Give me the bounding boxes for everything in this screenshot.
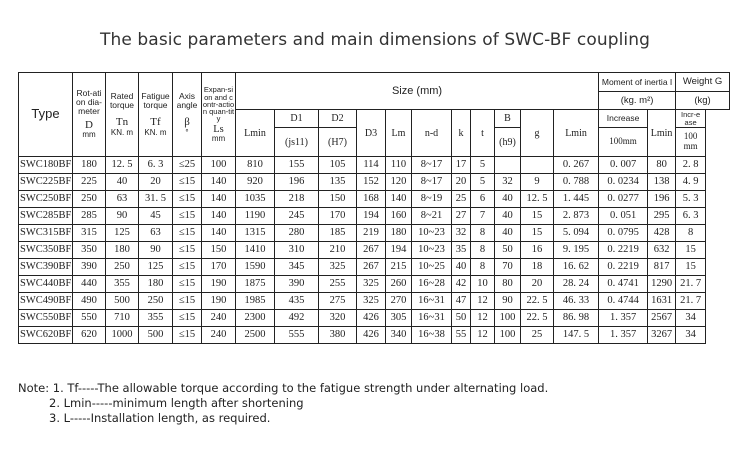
cell-b: 70 [495, 259, 521, 276]
cell-type: SWC490BF [19, 293, 73, 310]
cell-gl: 817 [648, 259, 676, 276]
header-d1: D1 [275, 110, 319, 128]
header-moment-unit: (kg. m²) [599, 92, 676, 110]
cell-k: 40 [452, 259, 471, 276]
cell-il: 0. 788 [554, 174, 599, 191]
cell-d1: 390 [275, 276, 319, 293]
header-expansion [202, 73, 236, 157]
cell-tf: 180 [139, 276, 173, 293]
cell-il: 147. 5 [554, 327, 599, 344]
note-2: 2. Lmin-----minimum length after shortening [49, 396, 304, 410]
cell-beta: ≤15 [173, 259, 202, 276]
cell-t: 12 [471, 310, 495, 327]
cell-lmin: 1590 [236, 259, 275, 276]
cell-g [521, 157, 554, 174]
cell-d2: 320 [319, 310, 357, 327]
cell-gi: 15 [676, 242, 706, 259]
cell-ls: 140 [202, 225, 236, 242]
table-row [19, 259, 730, 276]
cell-lm: 140 [386, 191, 412, 208]
cell-d2: 185 [319, 225, 357, 242]
cell-t: 8 [471, 242, 495, 259]
cell-gl: 632 [648, 242, 676, 259]
cell-d3: 168 [357, 191, 386, 208]
header-fatigue-symbol: Tf [150, 116, 161, 129]
cell-type: SWC390BF [19, 259, 73, 276]
cell-tf: 500 [139, 327, 173, 344]
header-rated-torque [106, 73, 139, 157]
header-moment-increase: Increase [599, 110, 648, 128]
table-row [19, 310, 730, 327]
cell-gl: 196 [648, 191, 676, 208]
cell-t: 10 [471, 276, 495, 293]
cell-g: 16 [521, 242, 554, 259]
cell-beta: ≤15 [173, 191, 202, 208]
cell-ii: 0. 0234 [599, 174, 648, 191]
cell-t: 5 [471, 174, 495, 191]
note-1: Note: 1. Tf-----The allowable torque according to the fatigue strength under alternating load. [18, 381, 549, 395]
cell-t: 8 [471, 259, 495, 276]
cell-b: 40 [495, 225, 521, 242]
cell-gl: 1290 [648, 276, 676, 293]
cell-d: 550 [73, 310, 106, 327]
cell-g: 20 [521, 276, 554, 293]
cell-d3: 152 [357, 174, 386, 191]
cell-gi: 6. 3 [676, 208, 706, 225]
header-weight-increase-label: Incr-ease [680, 110, 701, 127]
table-row [19, 174, 730, 191]
cell-ls: 150 [202, 242, 236, 259]
cell-lmin: 1315 [236, 225, 275, 242]
cell-d2: 105 [319, 157, 357, 174]
cell-tf: 90 [139, 242, 173, 259]
cell-k: 47 [452, 293, 471, 310]
cell-tf: 31. 5 [139, 191, 173, 208]
cell-tn: 125 [106, 225, 139, 242]
header-expansion-label: Expan-sion and contr-action quan-tity [202, 85, 235, 123]
cell-b: 32 [495, 174, 521, 191]
cell-d: 285 [73, 208, 106, 225]
cell-nd: 16~28 [412, 276, 452, 293]
cell-gl: 138 [648, 174, 676, 191]
cell-tn: 180 [106, 242, 139, 259]
cell-nd: 10~23 [412, 242, 452, 259]
cell-ii: 0. 007 [599, 157, 648, 174]
cell-gi: 15 [676, 259, 706, 276]
table-row [19, 327, 730, 344]
table-body [19, 157, 730, 344]
cell-gi: 5. 3 [676, 191, 706, 208]
parameters-table [18, 72, 730, 344]
cell-d1: 280 [275, 225, 319, 242]
cell-beta: ≤15 [173, 242, 202, 259]
cell-ls: 140 [202, 191, 236, 208]
cell-d: 350 [73, 242, 106, 259]
cell-gl: 3267 [648, 327, 676, 344]
cell-tf: 63 [139, 225, 173, 242]
notes [18, 381, 548, 426]
cell-d2: 210 [319, 242, 357, 259]
cell-d1: 218 [275, 191, 319, 208]
cell-type: SWC250BF [19, 191, 73, 208]
header-axis-unit: ° [185, 128, 189, 137]
cell-gl: 295 [648, 208, 676, 225]
cell-k: 25 [452, 191, 471, 208]
header-axis-angle [173, 73, 202, 157]
cell-lmin: 1875 [236, 276, 275, 293]
cell-d: 315 [73, 225, 106, 242]
cell-d2: 275 [319, 293, 357, 310]
cell-lmin: 810 [236, 157, 275, 174]
cell-d: 390 [73, 259, 106, 276]
cell-ii: 0. 2219 [599, 259, 648, 276]
cell-k: 35 [452, 242, 471, 259]
cell-lmin: 2300 [236, 310, 275, 327]
cell-d1: 310 [275, 242, 319, 259]
cell-b: 100 [495, 327, 521, 344]
cell-t: 7 [471, 208, 495, 225]
table-row [19, 293, 730, 310]
cell-gl: 1631 [648, 293, 676, 310]
cell-type: SWC550BF [19, 310, 73, 327]
cell-lmin: 1190 [236, 208, 275, 225]
header-lm: Lm [386, 110, 412, 157]
cell-ii: 0. 4741 [599, 276, 648, 293]
header-expansion-unit: mm [211, 134, 226, 143]
cell-t: 12 [471, 293, 495, 310]
cell-d1: 492 [275, 310, 319, 327]
cell-tn: 12. 5 [106, 157, 139, 174]
cell-g: 22. 5 [521, 310, 554, 327]
cell-lm: 194 [386, 242, 412, 259]
cell-nd: 16~31 [412, 293, 452, 310]
cell-gi: 4. 9 [676, 174, 706, 191]
cell-gi: 8 [676, 225, 706, 242]
header-moment-lmin: Lmin [554, 110, 599, 157]
cell-d: 180 [73, 157, 106, 174]
cell-k: 17 [452, 157, 471, 174]
cell-beta: ≤15 [173, 208, 202, 225]
cell-nd: 10~25 [412, 259, 452, 276]
cell-d1: 345 [275, 259, 319, 276]
header-b: B [495, 110, 521, 128]
cell-tn: 710 [106, 310, 139, 327]
cell-tn: 90 [106, 208, 139, 225]
page-title: The basic parameters and main dimensions of SWC-BF coupling [99, 30, 651, 50]
cell-tn: 250 [106, 259, 139, 276]
cell-tn: 40 [106, 174, 139, 191]
header-weight-unit: (kg) [676, 92, 730, 110]
cell-nd: 10~23 [412, 225, 452, 242]
cell-type: SWC225BF [19, 174, 73, 191]
cell-tn: 63 [106, 191, 139, 208]
cell-g: 12. 5 [521, 191, 554, 208]
cell-tf: 6. 3 [139, 157, 173, 174]
cell-d3: 219 [357, 225, 386, 242]
header-weight: Weight G [676, 73, 730, 92]
cell-k: 50 [452, 310, 471, 327]
cell-ii: 0. 0277 [599, 191, 648, 208]
cell-ls: 140 [202, 174, 236, 191]
cell-b [495, 157, 521, 174]
cell-t: 8 [471, 225, 495, 242]
cell-gi: 34 [676, 327, 706, 344]
cell-beta: ≤15 [173, 310, 202, 327]
header-d2: D2 [319, 110, 357, 128]
cell-tf: 355 [139, 310, 173, 327]
header-rated-symbol: Tn [115, 116, 129, 129]
cell-lmin: 1035 [236, 191, 275, 208]
cell-t: 6 [471, 191, 495, 208]
cell-g: 25 [521, 327, 554, 344]
cell-lm: 160 [386, 208, 412, 225]
cell-ii: 0. 051 [599, 208, 648, 225]
header-d2-fit: (H7) [319, 128, 357, 157]
cell-beta: ≤15 [173, 174, 202, 191]
cell-tf: 250 [139, 293, 173, 310]
cell-beta: ≤15 [173, 293, 202, 310]
cell-tn: 500 [106, 293, 139, 310]
cell-il: 9. 195 [554, 242, 599, 259]
cell-type: SWC285BF [19, 208, 73, 225]
cell-d2: 325 [319, 259, 357, 276]
cell-d: 620 [73, 327, 106, 344]
cell-d3: 426 [357, 327, 386, 344]
cell-nd: 8~19 [412, 191, 452, 208]
cell-ls: 190 [202, 293, 236, 310]
header-nd: n-d [412, 110, 452, 157]
cell-g: 15 [521, 208, 554, 225]
cell-d2: 170 [319, 208, 357, 225]
cell-d: 440 [73, 276, 106, 293]
cell-il: 28. 24 [554, 276, 599, 293]
cell-il: 16. 62 [554, 259, 599, 276]
cell-ls: 140 [202, 208, 236, 225]
cell-il: 46. 33 [554, 293, 599, 310]
cell-d: 225 [73, 174, 106, 191]
cell-type: SWC180BF [19, 157, 73, 174]
header-lmin: Lmin [236, 110, 275, 157]
header-rotation-diameter [73, 73, 106, 157]
cell-nd: 8~21 [412, 208, 452, 225]
cell-d1: 245 [275, 208, 319, 225]
cell-gl: 2567 [648, 310, 676, 327]
cell-lm: 180 [386, 225, 412, 242]
cell-d3: 325 [357, 293, 386, 310]
table-row [19, 191, 730, 208]
cell-ls: 240 [202, 310, 236, 327]
cell-nd: 16~31 [412, 310, 452, 327]
header-d1-fit: (js11) [275, 128, 319, 157]
cell-tn: 1000 [106, 327, 139, 344]
cell-b: 40 [495, 208, 521, 225]
cell-tf: 20 [139, 174, 173, 191]
cell-d3: 194 [357, 208, 386, 225]
header-weight-lmin: Lmin [648, 110, 676, 157]
cell-d1: 555 [275, 327, 319, 344]
cell-ii: 0. 2219 [599, 242, 648, 259]
header-axis-label: Axis angle [176, 90, 198, 110]
table-row [19, 208, 730, 225]
cell-t: 12 [471, 327, 495, 344]
cell-d: 490 [73, 293, 106, 310]
cell-g: 15 [521, 225, 554, 242]
table-row [19, 242, 730, 259]
header-weight-increase-unit: 100 mm [676, 128, 706, 157]
cell-il: 2. 873 [554, 208, 599, 225]
cell-ii: 0. 0795 [599, 225, 648, 242]
cell-k: 42 [452, 276, 471, 293]
cell-b: 40 [495, 191, 521, 208]
cell-ls: 170 [202, 259, 236, 276]
cell-lmin: 1410 [236, 242, 275, 259]
cell-type: SWC620BF [19, 327, 73, 344]
cell-tf: 125 [139, 259, 173, 276]
header-weight-increase [676, 110, 706, 128]
cell-tn: 355 [106, 276, 139, 293]
cell-nd: 8~17 [412, 174, 452, 191]
cell-g: 9 [521, 174, 554, 191]
header-type: Type [19, 73, 73, 157]
header-fatigue-label: Fatigue torque [141, 90, 170, 110]
header-t: t [471, 110, 495, 157]
cell-il: 5. 094 [554, 225, 599, 242]
header-rated-label: Rated torque [109, 90, 135, 110]
cell-d3: 426 [357, 310, 386, 327]
cell-beta: ≤25 [173, 157, 202, 174]
cell-gi: 2. 8 [676, 157, 706, 174]
cell-tf: 45 [139, 208, 173, 225]
header-expansion-symbol: Ls [213, 124, 224, 136]
cell-lm: 215 [386, 259, 412, 276]
header-rotation-unit: mm [82, 130, 96, 140]
table-row [19, 157, 730, 174]
cell-beta: ≤15 [173, 276, 202, 293]
cell-lm: 120 [386, 174, 412, 191]
cell-d1: 196 [275, 174, 319, 191]
header-fatigue-unit: KN. m [144, 128, 167, 137]
cell-b: 100 [495, 310, 521, 327]
cell-d: 250 [73, 191, 106, 208]
cell-k: 20 [452, 174, 471, 191]
cell-ii: 0. 4744 [599, 293, 648, 310]
cell-d1: 435 [275, 293, 319, 310]
header-g: g [521, 110, 554, 157]
table-row [19, 276, 730, 293]
cell-d2: 150 [319, 191, 357, 208]
cell-d3: 267 [357, 242, 386, 259]
cell-d2: 135 [319, 174, 357, 191]
cell-lmin: 2500 [236, 327, 275, 344]
header-k: k [452, 110, 471, 157]
cell-ls: 240 [202, 327, 236, 344]
cell-gl: 428 [648, 225, 676, 242]
cell-d1: 155 [275, 157, 319, 174]
cell-gi: 21. 7 [676, 276, 706, 293]
header-rated-unit: KN. m [110, 128, 134, 137]
header-size: Size (mm) [236, 73, 599, 110]
cell-gl: 80 [648, 157, 676, 174]
cell-type: SWC315BF [19, 225, 73, 242]
cell-ii: 1. 357 [599, 310, 648, 327]
cell-lm: 270 [386, 293, 412, 310]
cell-il: 1. 445 [554, 191, 599, 208]
cell-lm: 340 [386, 327, 412, 344]
cell-nd: 16~38 [412, 327, 452, 344]
note-3: 3. L-----Installation length, as required. [49, 411, 271, 425]
cell-d3: 325 [357, 276, 386, 293]
cell-b: 80 [495, 276, 521, 293]
cell-b: 50 [495, 242, 521, 259]
cell-k: 55 [452, 327, 471, 344]
cell-lmin: 920 [236, 174, 275, 191]
header-fatigue-torque [139, 73, 173, 157]
header-rotation-diameter-label: Rot-ation dia-meter [76, 88, 102, 116]
table-row [19, 225, 730, 242]
cell-type: SWC440BF [19, 276, 73, 293]
cell-ii: 1. 357 [599, 327, 648, 344]
cell-il: 86. 98 [554, 310, 599, 327]
cell-beta: ≤15 [173, 327, 202, 344]
cell-k: 27 [452, 208, 471, 225]
header-rotation-symbol: D [85, 118, 93, 131]
cell-t: 5 [471, 157, 495, 174]
cell-ls: 190 [202, 276, 236, 293]
cell-lm: 110 [386, 157, 412, 174]
cell-lm: 305 [386, 310, 412, 327]
cell-il: 0. 267 [554, 157, 599, 174]
cell-g: 22. 5 [521, 293, 554, 310]
header-axis-symbol: β [184, 116, 190, 129]
header-d3: D3 [357, 110, 386, 157]
cell-d2: 255 [319, 276, 357, 293]
cell-gi: 21. 7 [676, 293, 706, 310]
cell-gi: 34 [676, 310, 706, 327]
cell-g: 18 [521, 259, 554, 276]
cell-d2: 380 [319, 327, 357, 344]
header-moment-increase-unit: 100mm [599, 128, 648, 157]
cell-lmin: 1985 [236, 293, 275, 310]
cell-lm: 260 [386, 276, 412, 293]
cell-k: 32 [452, 225, 471, 242]
cell-nd: 8~17 [412, 157, 452, 174]
cell-beta: ≤15 [173, 225, 202, 242]
header-moment: Moment of inertia I [599, 73, 676, 92]
cell-d3: 267 [357, 259, 386, 276]
cell-type: SWC350BF [19, 242, 73, 259]
cell-d3: 114 [357, 157, 386, 174]
header-b-fit: (h9) [495, 128, 521, 157]
cell-b: 90 [495, 293, 521, 310]
cell-ls: 100 [202, 157, 236, 174]
